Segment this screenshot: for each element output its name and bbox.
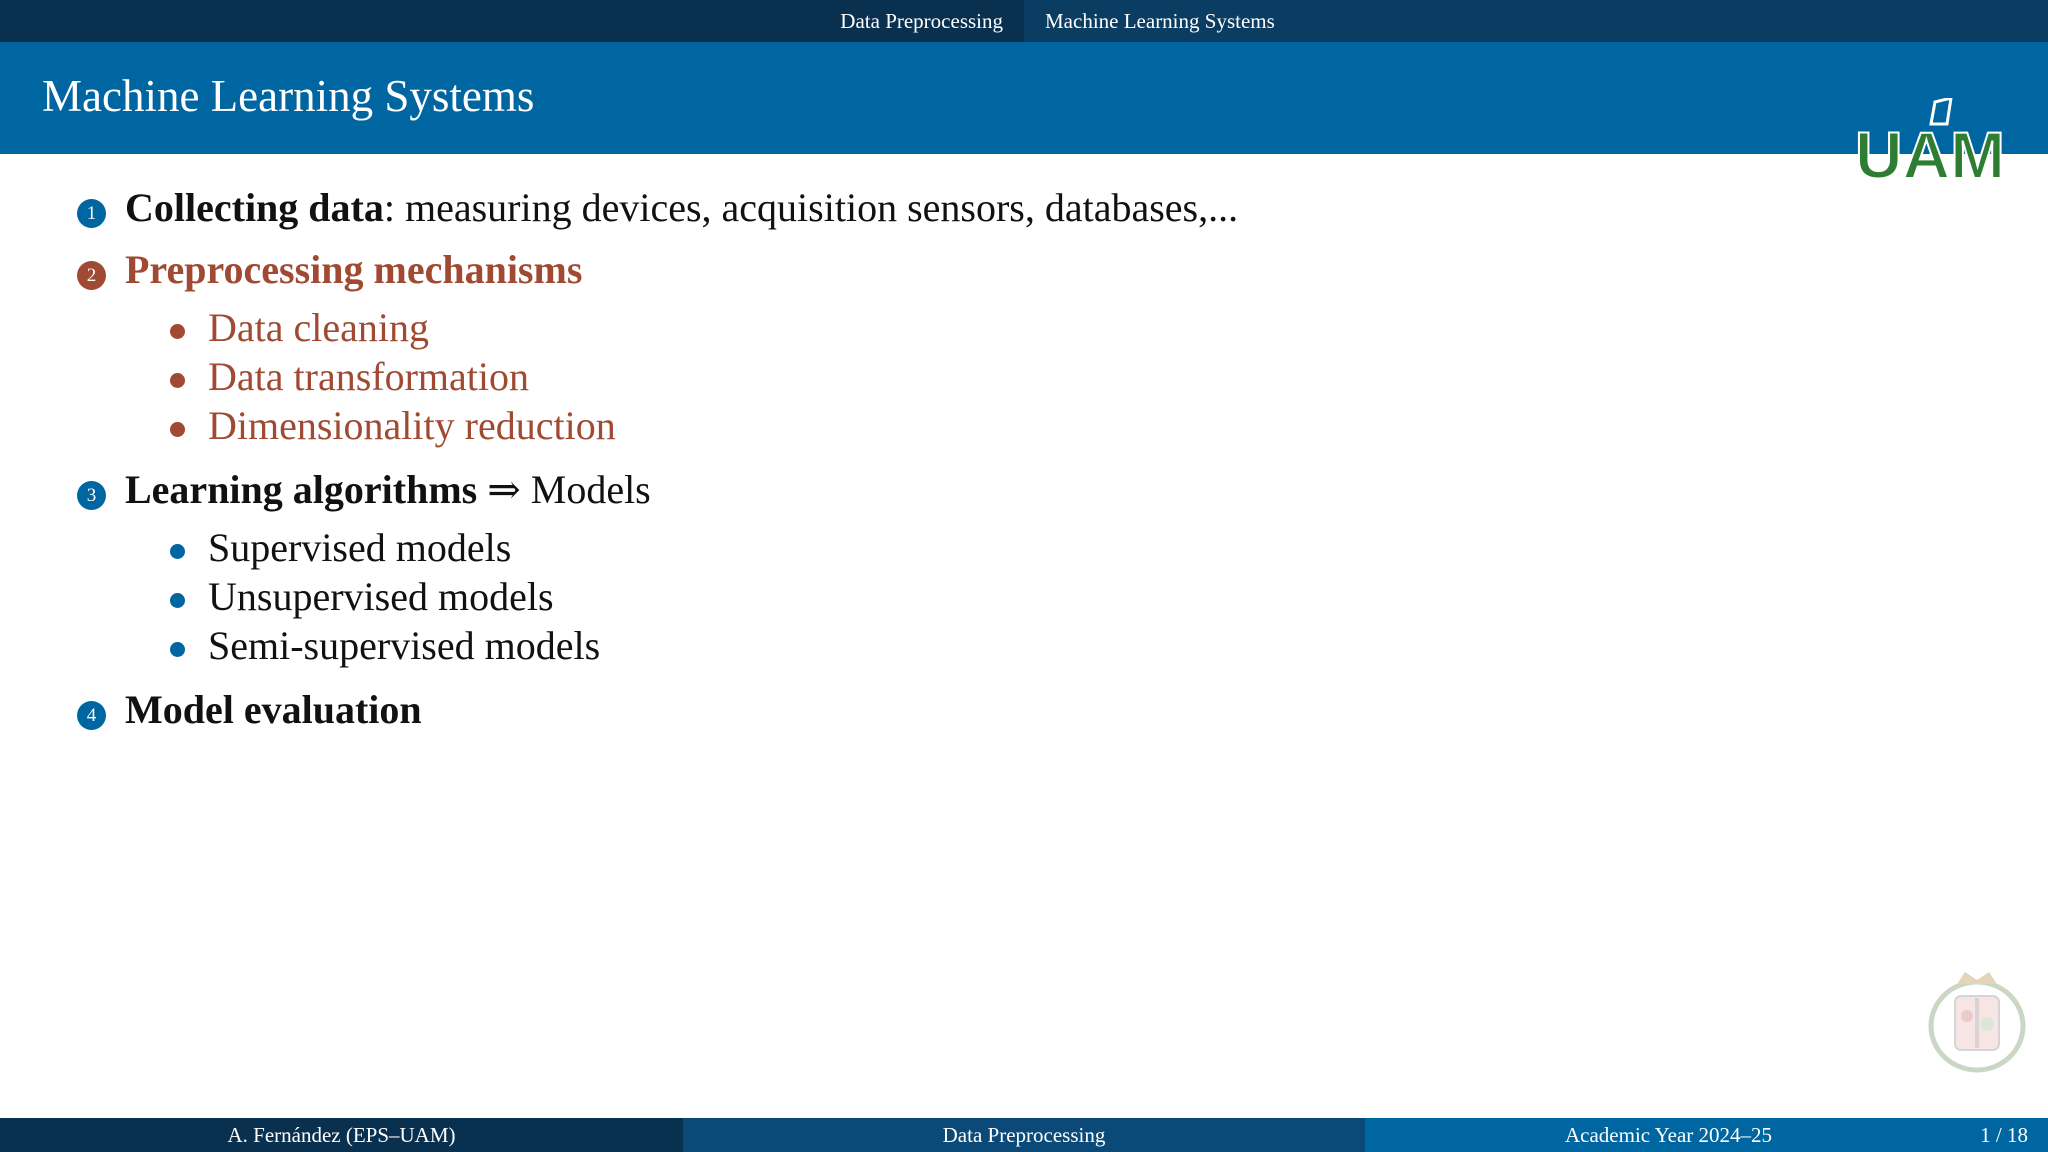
sub-item-text: Unsupervised models	[208, 574, 554, 619]
footer-author-text: A. Fernández (EPS–UAM)	[227, 1122, 456, 1147]
slide-title-bar	[0, 42, 2048, 183]
item-heading-bold: Learning algorithms	[125, 467, 478, 512]
nav-link-machine-learning-systems[interactable]: Machine Learning Systems	[1045, 8, 1275, 33]
nav-section-right	[1024, 0, 2048, 42]
item-heading-bold: Preprocessing mechanisms	[125, 247, 583, 292]
bullet-icon	[170, 642, 185, 657]
sub-item	[0, 403, 2048, 460]
sub-item-text: Dimensionality reduction	[208, 403, 616, 448]
sub-item-text: Supervised models	[208, 525, 512, 570]
item-heading	[125, 686, 422, 733]
bullet-icon	[170, 373, 185, 388]
footer-info	[1365, 1118, 2048, 1152]
sub-item-text: Data cleaning	[208, 305, 429, 350]
item-heading-rest: : measuring devices, acquisition sensors, databases,...	[383, 185, 1239, 230]
item-heading	[125, 466, 651, 513]
footer-topic-text: Data Preprocessing	[942, 1122, 1106, 1147]
item-number-badge: 3	[77, 481, 106, 510]
sub-item	[0, 623, 2048, 680]
nav-link-data-preprocessing[interactable]: Data Preprocessing	[840, 8, 1003, 33]
item-heading	[125, 246, 582, 293]
top-navigation	[0, 0, 2048, 42]
nav-section-left	[0, 0, 1024, 42]
university-crest-icon	[1927, 964, 2027, 1074]
slide-title: Machine Learning Systems	[42, 71, 535, 121]
sub-item-text: Data transformation	[208, 354, 529, 399]
bullet-icon	[170, 422, 185, 437]
item-number-badge: 2	[77, 261, 106, 290]
footer-topic	[683, 1118, 1365, 1152]
footer-author	[0, 1118, 683, 1152]
bullet-icon	[170, 544, 185, 559]
bullet-icon	[170, 324, 185, 339]
uam-logo	[1855, 98, 2010, 183]
item-number-badge: 4	[77, 701, 106, 730]
footer-year: Academic Year 2024–25	[1565, 1122, 1773, 1147]
item-number-badge: 1	[77, 199, 106, 228]
bullet-icon	[170, 593, 185, 608]
slide-footer	[0, 1118, 2048, 1152]
item-heading	[125, 184, 1238, 231]
sub-item-text: Semi-supervised models	[208, 623, 601, 668]
uam-logo-text: UAM	[1855, 118, 2005, 183]
page-number: 1 / 18	[1980, 1122, 2028, 1147]
item-heading-rest: ⇒ Models	[477, 467, 651, 512]
item-heading-bold: Model evaluation	[125, 687, 422, 732]
item-heading-bold: Collecting data	[125, 185, 384, 230]
